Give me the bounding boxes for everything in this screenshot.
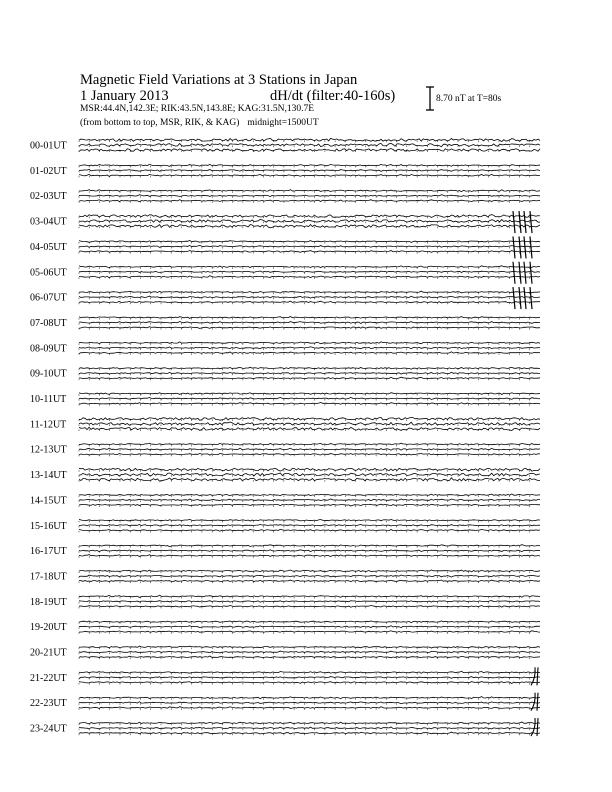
trace-15-16UT-MSR: [79, 529, 540, 531]
time-ticks-16-17UT-KAG: [79, 546, 530, 548]
trace-22-23UT-MSR: [79, 707, 540, 709]
trace-03-04UT-KAG: [79, 215, 540, 218]
time-ticks-02-03UT-MSR: [79, 201, 530, 203]
trace-02-03UT-KAG: [79, 190, 540, 192]
trace-01-02UT-RIK: [79, 169, 540, 171]
time-ticks-07-08UT-KAG: [79, 318, 530, 320]
hour-label-09-10UT: 09-10UT: [30, 368, 67, 380]
trace-06-07UT-KAG: [79, 291, 540, 293]
spike-05-06UT: [513, 262, 532, 284]
trace-23-24UT-MSR: [79, 732, 540, 734]
trace-16-17UT-RIK: [79, 550, 540, 552]
time-ticks-23-24UT-KAG: [79, 724, 530, 726]
trace-17-18UT-RIK: [79, 575, 540, 577]
time-ticks-14-15UT-MSR: [79, 505, 530, 507]
time-ticks-20-21UT-KAG: [79, 648, 530, 650]
time-ticks-10-11UT-RIK: [79, 399, 530, 401]
trace-12-13UT-MSR: [79, 453, 540, 455]
trace-18-19UT-MSR: [79, 606, 540, 608]
trace-08-09UT-KAG: [79, 342, 540, 344]
time-ticks-03-04UT-MSR: [79, 227, 530, 229]
time-ticks-10-11UT-MSR: [79, 404, 530, 406]
trace-07-08UT-RIK: [79, 321, 540, 323]
hour-label-23-24UT: 23-24UT: [30, 723, 67, 735]
time-ticks-23-24UT-RIK: [79, 729, 530, 731]
time-ticks-07-08UT-MSR: [79, 328, 530, 330]
hour-label-14-15UT: 14-15UT: [30, 495, 67, 507]
time-ticks-12-13UT-RIK: [79, 450, 530, 452]
time-ticks-00-01UT-KAG: [79, 141, 530, 143]
hour-label-07-08UT: 07-08UT: [30, 317, 67, 329]
time-ticks-17-18UT-RIK: [79, 577, 530, 579]
trace-05-06UT-MSR: [79, 276, 540, 278]
time-ticks-04-05UT-RIK: [79, 247, 530, 249]
time-ticks-01-02UT-RIK: [79, 171, 530, 173]
time-ticks-18-19UT-MSR: [79, 607, 530, 609]
trace-18-19UT-RIK: [79, 601, 540, 603]
trace-15-16UT-RIK: [79, 524, 540, 526]
hour-label-18-19UT: 18-19UT: [30, 596, 67, 608]
trace-03-04UT-RIK: [79, 219, 540, 222]
trace-21-22UT-MSR: [79, 682, 540, 684]
trace-04-05UT-RIK: [79, 245, 540, 247]
time-ticks-05-06UT-KAG: [79, 267, 530, 269]
trace-12-13UT-RIK: [79, 448, 540, 450]
time-ticks-19-20UT-MSR: [79, 632, 530, 634]
trace-10-11UT-RIK: [79, 397, 540, 399]
time-ticks-11-12UT-KAG: [79, 419, 530, 421]
time-ticks-18-19UT-RIK: [79, 602, 530, 604]
time-ticks-17-18UT-MSR: [79, 582, 530, 584]
time-ticks-19-20UT-KAG: [79, 622, 530, 624]
time-ticks-20-21UT-RIK: [79, 653, 530, 655]
hour-label-08-09UT: 08-09UT: [30, 343, 67, 355]
time-ticks-22-23UT-MSR: [79, 708, 530, 710]
time-ticks-15-16UT-MSR: [79, 531, 530, 533]
hour-label-22-23UT: 22-23UT: [30, 698, 67, 710]
scale-bar: [426, 87, 434, 110]
time-ticks-04-05UT-MSR: [79, 252, 530, 254]
trace-14-15UT-KAG: [79, 494, 540, 496]
time-ticks-14-15UT-RIK: [79, 500, 530, 502]
hour-label-00-01UT: 00-01UT: [30, 140, 67, 152]
trace-19-20UT-RIK: [79, 626, 540, 628]
trace-11-12UT-KAG: [79, 417, 540, 420]
trace-14-15UT-MSR: [79, 504, 540, 506]
hour-label-19-20UT: 19-20UT: [30, 622, 67, 634]
spike-06-07UT: [513, 287, 532, 309]
trace-01-02UT-KAG: [79, 164, 540, 166]
trace-23-24UT-KAG: [79, 722, 540, 724]
date-label: 1 January 2013: [80, 88, 169, 104]
trace-10-11UT-KAG: [79, 393, 540, 395]
midnight-label: midnight=1500UT: [247, 118, 319, 128]
hour-label-16-17UT: 16-17UT: [30, 546, 67, 558]
trace-03-04UT-MSR: [79, 225, 540, 228]
hour-label-03-04UT: 03-04UT: [30, 216, 67, 228]
trace-02-03UT-RIK: [79, 195, 540, 197]
spike-03-04UT: [513, 211, 532, 233]
trace-09-10UT-MSR: [79, 377, 540, 379]
trace-06-07UT-MSR: [79, 301, 540, 303]
time-ticks-00-01UT-RIK: [79, 146, 530, 148]
hour-label-17-18UT: 17-18UT: [30, 571, 67, 583]
trace-09-10UT-KAG: [79, 367, 540, 369]
chart-title: Magnetic Field Variations at 3 Stations in Japan: [80, 72, 358, 88]
trace-09-10UT-RIK: [79, 372, 540, 374]
station-coordinates: MSR:44.4N,142.3E; RIK:43.5N,143.8E; KAG:31.5N,130.7E: [80, 104, 315, 114]
trace-08-09UT-MSR: [79, 352, 540, 354]
trace-01-02UT-MSR: [79, 174, 540, 176]
hour-label-15-16UT: 15-16UT: [30, 520, 67, 532]
time-ticks-15-16UT-KAG: [79, 521, 530, 523]
time-ticks-21-22UT-KAG: [79, 673, 530, 675]
trace-08-09UT-RIK: [79, 347, 540, 349]
time-ticks-12-13UT-MSR: [79, 455, 530, 457]
trace-20-21UT-KAG: [79, 646, 540, 648]
trace-00-01UT-RIK: [79, 143, 540, 146]
trace-14-15UT-RIK: [79, 499, 540, 501]
trace-22-23UT-KAG: [79, 697, 540, 699]
trace-05-06UT-KAG: [79, 266, 540, 268]
trace-19-20UT-MSR: [79, 631, 540, 633]
time-ticks-12-13UT-KAG: [79, 445, 530, 447]
time-ticks-13-14UT-RIK: [79, 475, 530, 477]
time-ticks-20-21UT-MSR: [79, 658, 530, 660]
trace-16-17UT-KAG: [79, 545, 540, 547]
trace-21-22UT-KAG: [79, 671, 540, 673]
time-ticks-19-20UT-RIK: [79, 627, 530, 629]
hour-label-20-21UT: 20-21UT: [30, 647, 67, 659]
spike-04-05UT: [513, 236, 532, 258]
trace-16-17UT-MSR: [79, 555, 540, 557]
trace-23-24UT-RIK: [79, 727, 540, 729]
trace-15-16UT-KAG: [79, 519, 540, 521]
trace-07-08UT-MSR: [79, 327, 540, 329]
time-ticks-01-02UT-KAG: [79, 166, 530, 168]
trace-20-21UT-RIK: [79, 651, 540, 653]
time-ticks-21-22UT-RIK: [79, 678, 530, 680]
hour-label-01-02UT: 01-02UT: [30, 165, 67, 177]
trace-11-12UT-MSR: [79, 427, 540, 430]
trace-20-21UT-MSR: [79, 656, 540, 658]
trace-22-23UT-RIK: [79, 702, 540, 704]
time-ticks-06-07UT-MSR: [79, 303, 530, 305]
trace-13-14UT-KAG: [79, 468, 540, 471]
time-ticks-07-08UT-RIK: [79, 323, 530, 325]
trace-10-11UT-MSR: [79, 403, 540, 405]
hour-label-02-03UT: 02-03UT: [30, 191, 67, 203]
trace-12-13UT-KAG: [79, 443, 540, 445]
order-label: (from bottom to top, MSR, RIK, & KAG): [80, 118, 240, 128]
hour-label-04-05UT: 04-05UT: [30, 241, 67, 253]
hour-label-11-12UT: 11-12UT: [30, 419, 67, 431]
time-ticks-22-23UT-KAG: [79, 698, 530, 700]
trace-17-18UT-MSR: [79, 580, 540, 582]
trace-13-14UT-MSR: [79, 478, 540, 481]
trace-19-20UT-KAG: [79, 621, 540, 623]
filter-label: dH/dt (filter:40-160s): [270, 88, 396, 104]
time-ticks-09-10UT-MSR: [79, 379, 530, 381]
trace-21-22UT-RIK: [79, 677, 540, 679]
trace-00-01UT-MSR: [79, 149, 540, 152]
time-ticks-03-04UT-KAG: [79, 217, 530, 219]
time-ticks-16-17UT-MSR: [79, 556, 530, 558]
time-ticks-10-11UT-KAG: [79, 394, 530, 396]
trace-05-06UT-RIK: [79, 271, 540, 273]
trace-00-01UT-KAG: [79, 138, 540, 141]
trace-18-19UT-KAG: [79, 595, 540, 597]
trace-07-08UT-KAG: [79, 317, 540, 319]
hour-label-06-07UT: 06-07UT: [30, 292, 67, 304]
trace-13-14UT-RIK: [79, 473, 540, 476]
time-ticks-06-07UT-RIK: [79, 298, 530, 300]
hour-label-10-11UT: 10-11UT: [30, 394, 67, 405]
trace-04-05UT-MSR: [79, 251, 540, 253]
trace-06-07UT-RIK: [79, 296, 540, 298]
time-ticks-15-16UT-RIK: [79, 526, 530, 528]
time-ticks-11-12UT-RIK: [79, 424, 530, 426]
hour-label-12-13UT: 12-13UT: [30, 444, 67, 456]
trace-11-12UT-RIK: [79, 422, 540, 425]
time-ticks-09-10UT-KAG: [79, 369, 530, 371]
time-ticks-09-10UT-RIK: [79, 374, 530, 376]
time-ticks-16-17UT-RIK: [79, 551, 530, 553]
time-ticks-08-09UT-KAG: [79, 343, 530, 345]
trace-17-18UT-KAG: [79, 570, 540, 572]
time-ticks-21-22UT-MSR: [79, 683, 530, 685]
trace-02-03UT-MSR: [79, 200, 540, 202]
hour-label-13-14UT: 13-14UT: [30, 470, 67, 482]
trace-04-05UT-KAG: [79, 240, 540, 242]
time-ticks-23-24UT-MSR: [79, 734, 530, 736]
time-ticks-05-06UT-MSR: [79, 277, 530, 279]
time-ticks-17-18UT-KAG: [79, 572, 530, 574]
hour-label-21-22UT: 21-22UT: [30, 672, 67, 684]
scale-label: 8.70 nT at T=80s: [436, 94, 502, 104]
hour-label-05-06UT: 05-06UT: [30, 267, 67, 279]
